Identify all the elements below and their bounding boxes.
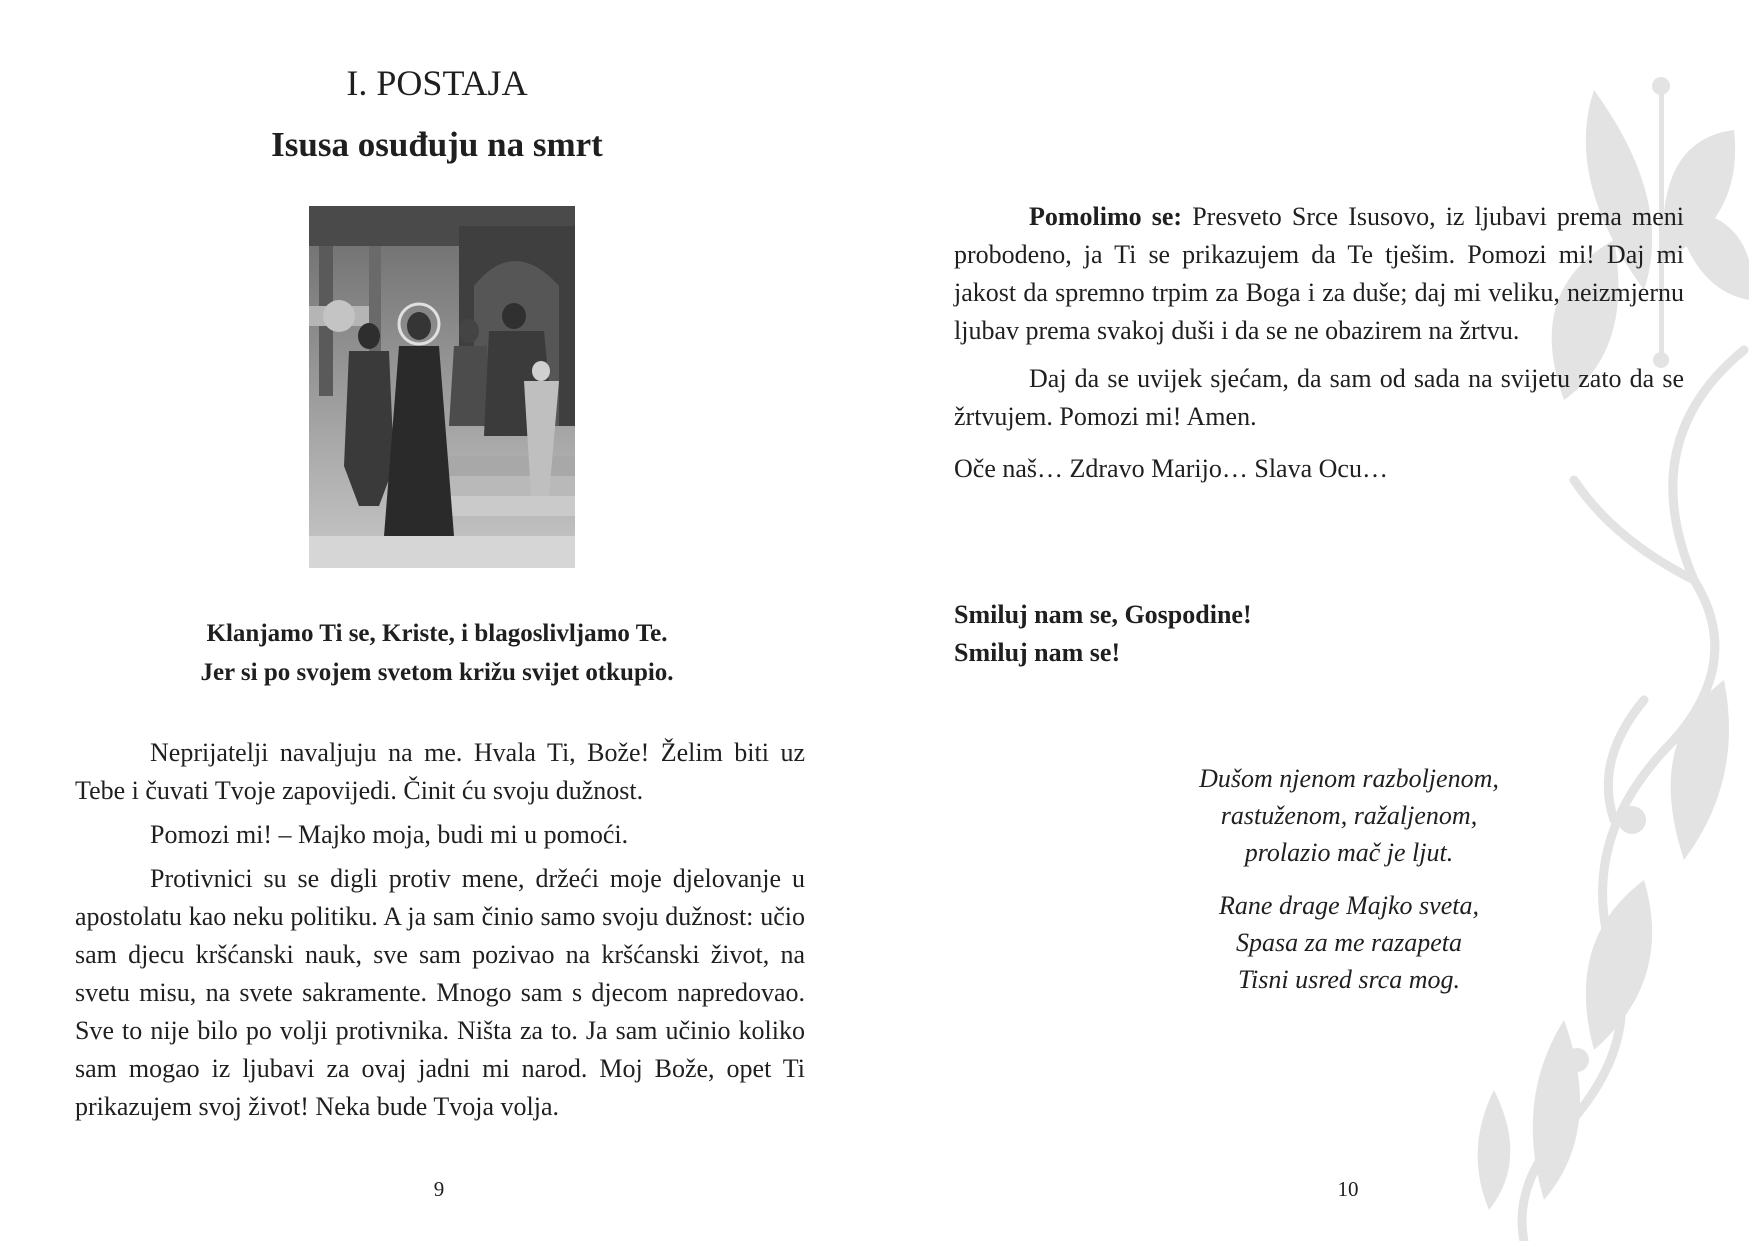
- station-title: Isusa osuđuju na smrt: [271, 125, 603, 164]
- paragraph: Protivnici su se digli protiv mene, držeći moje djelovanje u apostolatu kao neku politiku. A ja sam činio samo svoju dužnost: učio sam djecu kršćanski nauk, sve sam pozivao na kršćanski život, na svetu misu, na svete sakramente. Mnogo sam s djecom napredovao. Sve to nije bilo po volji protivnika. Ništa za to. Ja sam učinio koliko sam mogao iz ljubavi za ovaj jadni mi narod. Moj Bože, opet Ti prikazujem svoj život! Neka bude Tvoja volja.: [75, 864, 805, 1121]
- prayer-body: Presveto Srce Isusovo, iz ljubavi prema meni probodeno, ja Ti se prikazujem da Te tješim. Pomozi mi! Daj mi jakost da spremno trpim za Boga i za duše; daj mi veliku, neizmjernu ljubav prema svakoj duši i da se ne obazirem na žrtvu.: [954, 202, 1684, 345]
- mercy-line: Smiluj nam se!: [954, 638, 1121, 667]
- paragraph: Pomozi mi! – Majko moja, budi mi u pomoći.: [150, 820, 629, 849]
- prayer-lead: Pomolimo se:: [1029, 202, 1183, 231]
- prayers-list: Oče naš… Zdravo Marijo… Slava Ocu…: [954, 454, 1388, 483]
- verse-line: prolazio mač je ljut.: [1244, 838, 1454, 867]
- station-number: I. POSTAJA: [346, 63, 528, 103]
- prayer-text: [954, 198, 1684, 498]
- adoration-prayer: [0, 614, 874, 692]
- prayer-paragraph: Daj da se uvijek sjećam, da sam od sada na svijetu zato da se žrtvujem. Pomozi mi! Amen.: [954, 364, 1684, 431]
- adoration-line: Klanjamo Ti se, Kriste, i blagoslivljamo Te.: [206, 620, 668, 647]
- verse-line: rastuženom, ražaljenom,: [1220, 801, 1478, 830]
- stanza: [954, 760, 1744, 871]
- left-page: [0, 0, 874, 1241]
- stanza: [954, 887, 1744, 998]
- verse-line: Tisni usred srca mog.: [1238, 965, 1460, 994]
- prayer-paragraph: [954, 198, 1684, 350]
- mercy-invocation: [954, 596, 1252, 672]
- mercy-line: Smiluj nam se, Gospodine!: [954, 600, 1252, 629]
- hymn-verse: [954, 760, 1744, 1014]
- station-illustration: [309, 206, 575, 568]
- meditation-text: [75, 734, 805, 1132]
- verse-line: Rane drage Majko sveta,: [1219, 891, 1479, 920]
- adoration-line: Jer si po svojem svetom križu svijet otkupio.: [200, 659, 674, 686]
- right-page: [874, 0, 1749, 1241]
- verse-line: Spasa za me razapeta: [1235, 928, 1463, 957]
- page-number: 9: [433, 1177, 445, 1201]
- page-number: 10: [1337, 1177, 1359, 1201]
- paragraph: Neprijatelji navaljuju na me. Hvala Ti, Bože! Želim biti uz Tebe i čuvati Tvoje zapovijedi. Činit ću svoju dužnost.: [75, 738, 805, 805]
- verse-line: Dušom njenom razboljenom,: [1199, 764, 1499, 793]
